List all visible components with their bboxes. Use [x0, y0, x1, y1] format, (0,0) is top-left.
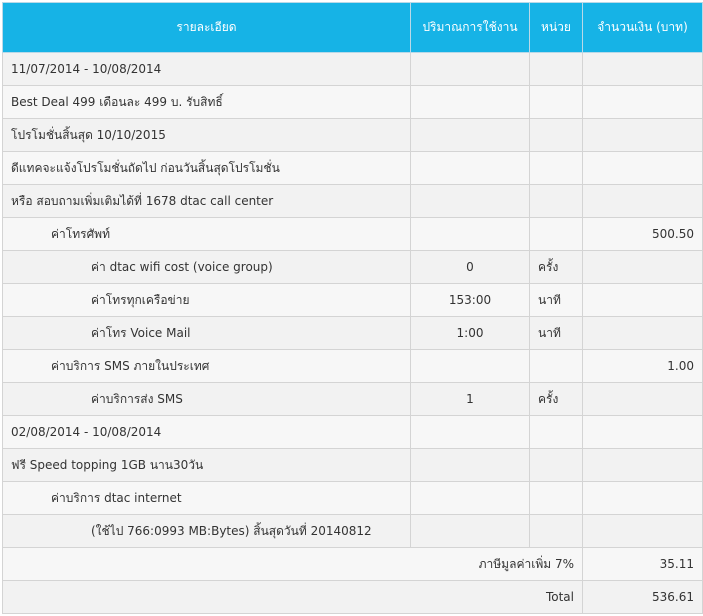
unit-cell: นาที — [530, 317, 583, 350]
table-row — [3, 53, 703, 86]
unit-cell — [530, 119, 583, 152]
unit-cell — [530, 185, 583, 218]
usage-cell — [411, 119, 530, 152]
table-row — [3, 317, 703, 350]
detail-cell: 11/07/2014 - 10/08/2014 — [3, 53, 411, 86]
table-row — [3, 152, 703, 185]
unit-cell: ครั้ง — [530, 251, 583, 284]
table-row — [3, 251, 703, 284]
unit-cell — [530, 53, 583, 86]
amount-cell — [583, 416, 703, 449]
amount-cell — [583, 383, 703, 416]
usage-cell: 1 — [411, 383, 530, 416]
usage-cell: 0 — [411, 251, 530, 284]
vat-amount: 35.11 — [583, 548, 703, 581]
total-amount: 536.61 — [583, 581, 703, 614]
unit-cell — [530, 152, 583, 185]
table-row — [3, 515, 703, 548]
detail-cell: Best Deal 499 เดือนละ 499 บ. รับสิทธิ์ — [3, 86, 411, 119]
table-row — [3, 86, 703, 119]
detail-cell: 02/08/2014 - 10/08/2014 — [3, 416, 411, 449]
usage-cell — [411, 152, 530, 185]
header-row — [3, 3, 703, 53]
usage-cell — [411, 350, 530, 383]
table-row — [3, 218, 703, 251]
amount-cell — [583, 86, 703, 119]
usage-cell: 153:00 — [411, 284, 530, 317]
unit-cell — [530, 449, 583, 482]
usage-cell — [411, 53, 530, 86]
amount-cell: 1.00 — [583, 350, 703, 383]
usage-cell: 1:00 — [411, 317, 530, 350]
amount-cell — [583, 185, 703, 218]
amount-cell — [583, 515, 703, 548]
table-row — [3, 482, 703, 515]
vat-label: ภาษีมูลค่าเพิ่ม 7% — [3, 548, 583, 581]
table-row — [3, 185, 703, 218]
amount-cell — [583, 317, 703, 350]
amount-cell — [583, 251, 703, 284]
usage-cell — [411, 185, 530, 218]
amount-cell — [583, 284, 703, 317]
usage-cell — [411, 86, 530, 119]
amount-cell — [583, 53, 703, 86]
unit-cell — [530, 482, 583, 515]
unit-cell — [530, 416, 583, 449]
table-row — [3, 350, 703, 383]
unit-cell: นาที — [530, 284, 583, 317]
unit-cell — [530, 86, 583, 119]
unit-cell: ครั้ง — [530, 383, 583, 416]
header-unit: หน่วย — [530, 3, 583, 53]
detail-cell: ค่าโทรศัพท์ — [3, 218, 411, 251]
header-usage: ปริมาณการใช้งาน — [411, 3, 530, 53]
amount-cell: 500.50 — [583, 218, 703, 251]
table-row — [3, 416, 703, 449]
amount-cell — [583, 482, 703, 515]
table-row — [3, 284, 703, 317]
amount-cell — [583, 152, 703, 185]
detail-cell: ค่าโทร Voice Mail — [3, 317, 411, 350]
unit-cell — [530, 350, 583, 383]
usage-cell — [411, 218, 530, 251]
detail-cell: ค่าบริการ dtac internet — [3, 482, 411, 515]
detail-cell: ค่า dtac wifi cost (voice group) — [3, 251, 411, 284]
amount-cell — [583, 119, 703, 152]
table-row — [3, 119, 703, 152]
table-row — [3, 449, 703, 482]
table-row — [3, 383, 703, 416]
detail-cell: ดีแทคจะแจ้งโปรโมชั่นถัดไป ก่อนวันสิ้นสุดโปรโมชั่น — [3, 152, 411, 185]
header-detail: รายละเอียด — [3, 3, 411, 53]
bill-detail-table — [2, 2, 703, 614]
detail-cell: หรือ สอบถามเพิ่มเติมได้ที่ 1678 dtac call center — [3, 185, 411, 218]
amount-cell — [583, 449, 703, 482]
detail-cell: (ใช้ไป 766:0993 MB:Bytes) สิ้นสุดวันที่ 20140812 — [3, 515, 411, 548]
detail-cell: ค่าโทรทุกเครือข่าย — [3, 284, 411, 317]
usage-cell — [411, 449, 530, 482]
detail-cell: โปรโมชั่นสิ้นสุด 10/10/2015 — [3, 119, 411, 152]
detail-cell: ค่าบริการส่ง SMS — [3, 383, 411, 416]
usage-cell — [411, 515, 530, 548]
total-row — [3, 581, 703, 614]
total-label: Total — [3, 581, 583, 614]
unit-cell — [530, 515, 583, 548]
header-amount: จำนวนเงิน (บาท) — [583, 3, 703, 53]
detail-cell: ฟรี Speed topping 1GB นาน30วัน — [3, 449, 411, 482]
usage-cell — [411, 482, 530, 515]
unit-cell — [530, 218, 583, 251]
vat-row — [3, 548, 703, 581]
detail-cell: ค่าบริการ SMS ภายในประเทศ — [3, 350, 411, 383]
usage-cell — [411, 416, 530, 449]
